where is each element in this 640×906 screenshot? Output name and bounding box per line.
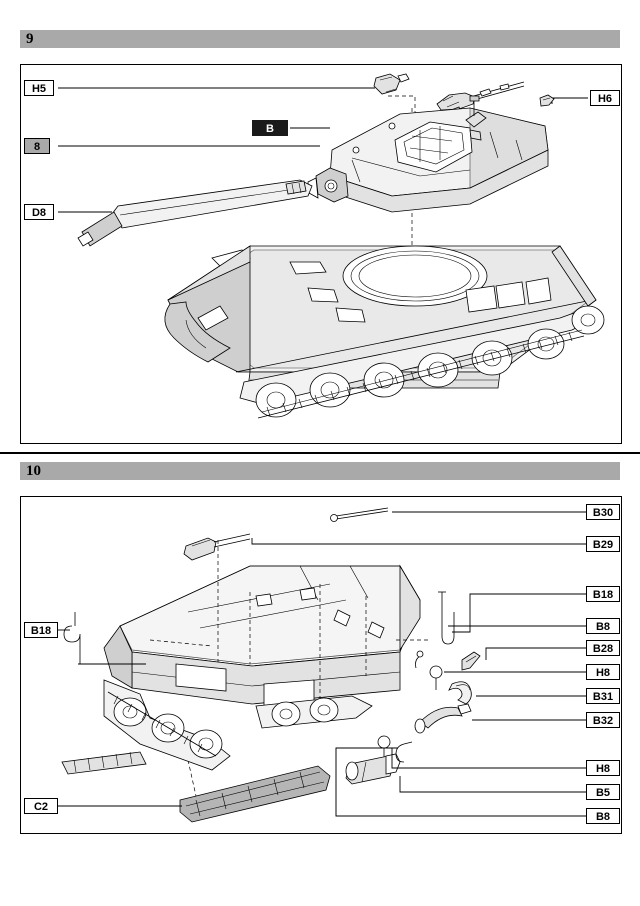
callout-b31[interactable]: B31 (586, 688, 620, 704)
callout-h8-upper[interactable]: H8 (586, 664, 620, 680)
callout-h5[interactable]: H5 (24, 80, 54, 96)
callout-c2[interactable]: C2 (24, 798, 58, 814)
callout-step8-ref[interactable]: 8 (24, 138, 50, 154)
callout-b32[interactable]: B32 (586, 712, 620, 728)
callout-b30[interactable]: B30 (586, 504, 620, 520)
callout-b18-left[interactable]: B18 (24, 622, 58, 638)
callout-b28[interactable]: B28 (586, 640, 620, 656)
callout-b5[interactable]: B5 (586, 784, 620, 800)
callout-sprue-b[interactable]: B (252, 120, 288, 136)
callout-d8[interactable]: D8 (24, 204, 54, 220)
callout-b8-lower[interactable]: B8 (586, 808, 620, 824)
callout-b29[interactable]: B29 (586, 536, 620, 552)
callout-h8-lower[interactable]: H8 (586, 760, 620, 776)
step-9-number: 9 (26, 31, 34, 47)
callout-b8-upper[interactable]: B8 (586, 618, 620, 634)
step-10-number: 10 (26, 463, 41, 479)
callout-h6[interactable]: H6 (590, 90, 620, 106)
callout-b18-right[interactable]: B18 (586, 586, 620, 602)
